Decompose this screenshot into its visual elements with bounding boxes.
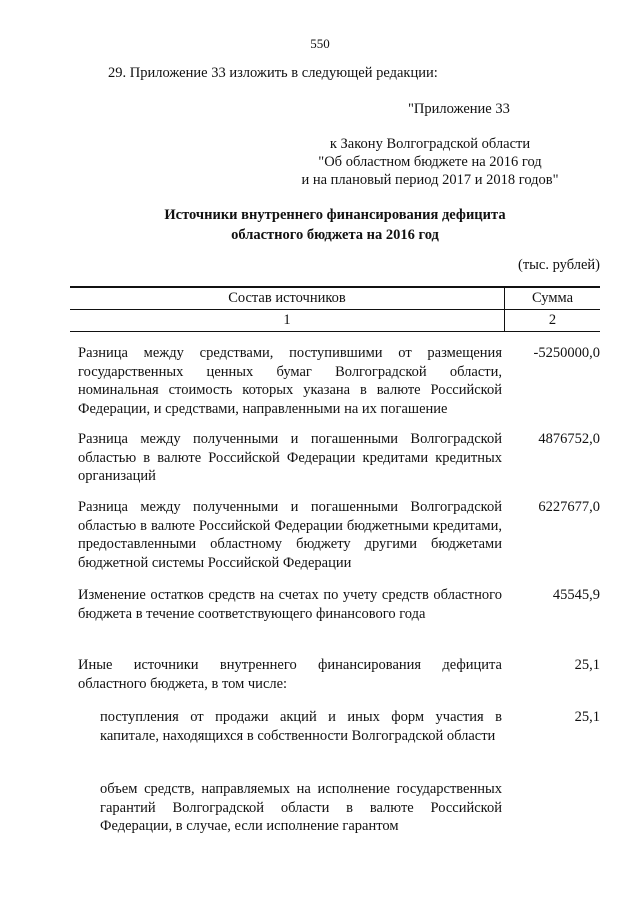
table-row-sub [78,708,600,745]
document-title-line-1: Источники внутреннего финансирования дефицита [164,207,506,223]
column-index-1: 1 [70,310,505,332]
row-amount: 25,1 [574,709,600,725]
document-title-line-2: областного бюджета на 2016 год [231,227,439,243]
row-description: Иные источники внутреннего финансирования дефицита областного бюджета, в том числе: [78,657,502,692]
document-title [70,205,600,245]
table-row [78,344,600,418]
column-header-amount: Сумма [505,287,601,310]
row-description: Разница между полученными и погашенными Волгоградской областью в валюте Российской Федерации бюджетными кредитами, предоставленными областному бюджету другими бюджетами бюджетной системы Российской Федерации [78,499,502,571]
law-reference-line-2: "Об областном бюджете на 2016 год [318,154,542,170]
table-row [78,498,600,572]
row-description: Изменение остатков средств на счетах по учету средств областного бюджета в течение соответствующего финансового года [78,587,502,622]
row-amount: 6227677,0 [538,499,600,515]
page-number: 550 [310,36,330,51]
table-row [78,430,600,486]
row-amount: 45545,9 [552,587,600,603]
units-label: (тыс. рублей) [518,257,600,273]
row-description: поступления от продажи акций и иных форм участия в капитале, находящихся в собственности Волгоградской области [100,709,502,744]
row-amount: 4876752,0 [538,431,600,447]
row-amount: 25,1 [574,657,600,673]
amendment-instruction: 29. Приложение 33 изложить в следующей редакции: [108,65,438,81]
law-reference-line-1: к Закону Волгоградской области [329,136,531,152]
row-description: Разница между полученными и погашенными Волгоградской областью в валюте Российской Федерации кредитами кредитных организаций [78,431,502,484]
table-row [78,656,600,693]
table-row [78,586,600,623]
column-index-2: 2 [505,310,601,332]
table-row-sub [78,780,600,836]
law-reference-line-3: и на плановый период 2017 и 2018 годов" [301,172,559,188]
row-description: объем средств, направляемых на исполнение государственных гарантий Волгоградской области в валюте Российской Федерации, в случае, если исполнение гарантом [100,781,502,834]
column-header-sources: Состав источников [70,287,505,310]
row-description: Разница между средствами, поступившими от размещения государственных ценных бумаг Волгоградской области, номинальная стоимость которых указана в валюте Российской Федерации, и средствами, направленными на их погашение [78,345,502,417]
sources-table-header [70,286,600,332]
appendix-title: "Приложение 33 [408,101,510,117]
row-amount: -5250000,0 [533,345,600,361]
